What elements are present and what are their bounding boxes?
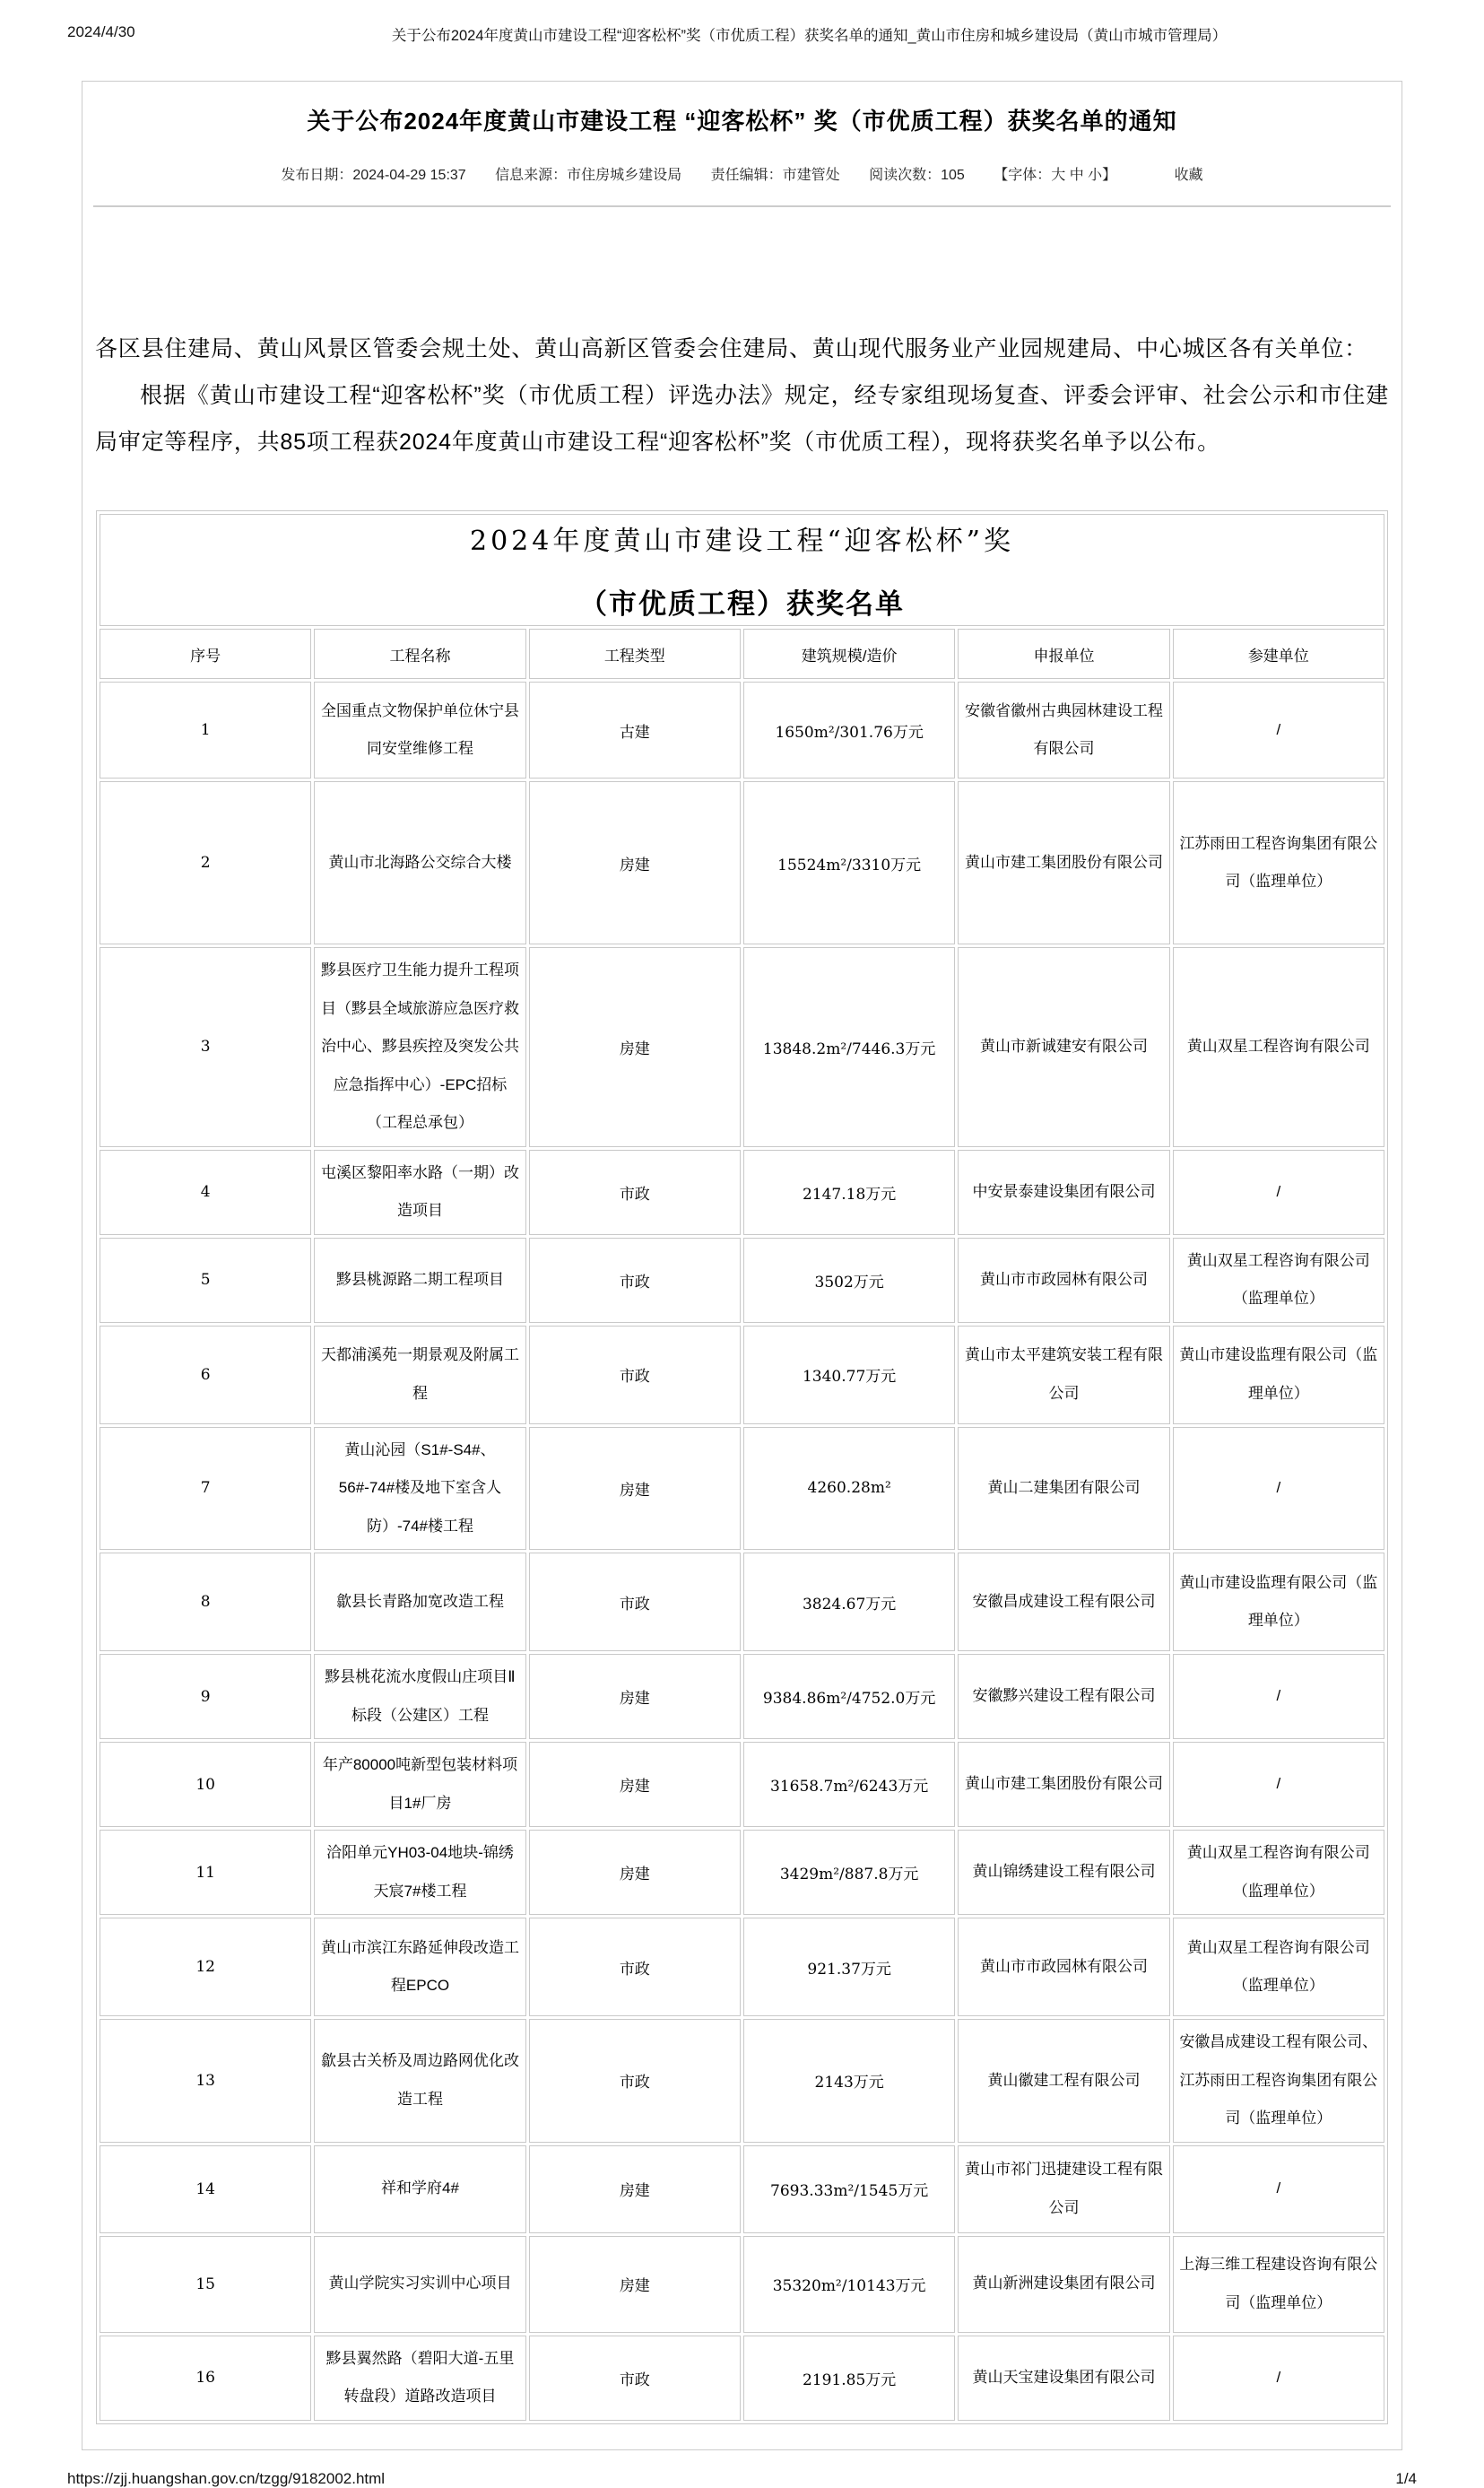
cell-participant: 黄山市建设监理有限公司（监理单位） xyxy=(1173,1326,1384,1424)
cell-applicant: 黄山锦绣建设工程有限公司 xyxy=(958,1830,1169,1915)
cell-participant: / xyxy=(1173,2145,1384,2233)
table-row xyxy=(100,947,1384,1147)
cell-participant: / xyxy=(1173,1427,1384,1551)
cell-no: 8 xyxy=(100,1553,311,1651)
cell-name: 黄山沁园（S1#-S4#、56#-74#楼及地下室含人防）-74#楼工程 xyxy=(314,1427,525,1551)
cell-type: 市政 xyxy=(529,1918,741,2016)
cell-participant: 黄山双星工程咨询有限公司（监理单位） xyxy=(1173,1918,1384,2016)
cell-participant: 黄山双星工程咨询有限公司（监理单位） xyxy=(1173,1830,1384,1915)
cell-participant: / xyxy=(1173,1742,1384,1827)
cell-applicant: 中安景泰建设集团有限公司 xyxy=(958,1150,1169,1235)
cell-name: 黄山市滨江东路延伸段改造工程EPCO xyxy=(314,1918,525,2016)
header-no: 序号 xyxy=(100,629,311,679)
cell-type: 市政 xyxy=(529,1326,741,1424)
cell-scale: 1650m²/301.76万元 xyxy=(743,682,955,779)
cell-scale: 2191.85万元 xyxy=(743,2336,955,2421)
cell-applicant: 黄山市太平建筑安装工程有限公司 xyxy=(958,1326,1169,1424)
article-title: 关于公布2024年度黄山市建设工程 “迎客松杯” 奖（市优质工程）获奖名单的通知 xyxy=(307,108,1177,135)
cell-name: 全国重点文物保护单位休宁县同安堂维修工程 xyxy=(314,682,525,779)
table-row xyxy=(100,781,1384,944)
cell-participant: / xyxy=(1173,1150,1384,1235)
cell-participant: 上海三维工程建设咨询有限公司（监理单位） xyxy=(1173,2236,1384,2333)
cell-name: 黟县医疗卫生能力提升工程项目（黟县全域旅游应急医疗救治中心、黟县疾控及突发公共应急指挥中心）-EPC招标（工程总承包） xyxy=(314,947,525,1147)
cell-no: 14 xyxy=(100,2145,311,2233)
header-applicant: 申报单位 xyxy=(958,629,1169,679)
table-title-line1: 2024年度黄山市建设工程“迎客松杯”奖 xyxy=(469,526,1015,557)
cell-applicant: 黄山市市政园林有限公司 xyxy=(958,1238,1169,1323)
cell-scale: 35320m²/10143万元 xyxy=(743,2236,955,2333)
cell-type: 房建 xyxy=(529,1742,741,1827)
cell-type: 市政 xyxy=(529,2336,741,2421)
table-row xyxy=(100,1150,1384,1235)
cell-applicant: 黄山市建工集团股份有限公司 xyxy=(958,781,1169,944)
table-row xyxy=(100,2145,1384,2233)
table-row xyxy=(100,682,1384,779)
cell-type: 市政 xyxy=(529,1150,741,1235)
cell-participant: / xyxy=(1173,1654,1384,1739)
footer-url: https://zjj.huangshan.gov.cn/tzgg/9182002.html xyxy=(67,2469,386,2487)
cell-type: 房建 xyxy=(529,947,741,1147)
cell-name: 歙县古关桥及周边路网优化改造工程 xyxy=(314,2019,525,2143)
cell-name: 黟县桃花流水度假山庄项目Ⅱ标段（公建区）工程 xyxy=(314,1654,525,1739)
info-source: 信息来源：市住房城乡建设局 xyxy=(495,168,682,183)
cell-no: 9 xyxy=(100,1654,311,1739)
cell-type: 市政 xyxy=(529,1553,741,1651)
cell-participant: / xyxy=(1173,682,1384,779)
publish-date: 发布日期：2024-04-29 15:37 xyxy=(281,168,466,183)
cell-participant: / xyxy=(1173,2336,1384,2421)
cell-applicant: 黄山市建工集团股份有限公司 xyxy=(958,1742,1169,1827)
table-title-cell xyxy=(100,514,1384,626)
cell-scale: 1340.77万元 xyxy=(743,1326,955,1424)
cell-type: 房建 xyxy=(529,1427,741,1551)
responsible-editor: 责任编辑：市建管处 xyxy=(710,168,840,183)
cell-scale: 921.37万元 xyxy=(743,1918,955,2016)
cell-type: 房建 xyxy=(529,2236,741,2333)
meta-divider xyxy=(93,205,1391,207)
cell-no: 15 xyxy=(100,2236,311,2333)
cell-type: 古建 xyxy=(529,682,741,779)
cell-name: 黄山市北海路公交综合大楼 xyxy=(314,781,525,944)
table-title-line2: （市优质工程）获奖名单 xyxy=(579,588,905,620)
table-row xyxy=(100,1654,1384,1739)
table-header-row xyxy=(100,629,1384,679)
cell-applicant: 安徽黟兴建设工程有限公司 xyxy=(958,1654,1169,1739)
cell-applicant: 黄山天宝建设集团有限公司 xyxy=(958,2336,1169,2421)
cell-no: 6 xyxy=(100,1326,311,1424)
cell-participant: 黄山市建设监理有限公司（监理单位） xyxy=(1173,1553,1384,1651)
cell-scale: 15524m²/3310万元 xyxy=(743,781,955,944)
read-count: 阅读次数：105 xyxy=(869,168,965,183)
cell-applicant: 黄山徽建工程有限公司 xyxy=(958,2019,1169,2143)
cell-participant: 黄山双星工程咨询有限公司（监理单位） xyxy=(1173,1238,1384,1323)
cell-scale: 2143万元 xyxy=(743,2019,955,2143)
cell-no: 12 xyxy=(100,1918,311,2016)
favorite-button[interactable]: 收藏 xyxy=(1174,168,1203,183)
article-panel xyxy=(82,81,1402,2450)
cell-applicant: 黄山新洲建设集团有限公司 xyxy=(958,2236,1169,2333)
cell-applicant: 安徽昌成建设工程有限公司 xyxy=(958,1553,1169,1651)
print-date: 2024/4/30 xyxy=(67,23,135,40)
cell-scale: 9384.86m²/4752.0万元 xyxy=(743,1654,955,1739)
cell-name: 屯溪区黎阳率水路（一期）改造项目 xyxy=(314,1150,525,1235)
table-row xyxy=(100,1742,1384,1827)
cell-scale: 3502万元 xyxy=(743,1238,955,1323)
cell-applicant: 黄山市新诚建安有限公司 xyxy=(958,947,1169,1147)
table-row xyxy=(100,2019,1384,2143)
cell-name: 天都浦溪苑一期景观及附属工程 xyxy=(314,1326,525,1424)
table-row xyxy=(100,1238,1384,1323)
header-type: 工程类型 xyxy=(529,629,741,679)
print-footer xyxy=(67,2470,1417,2488)
cell-applicant: 黄山市祁门迅捷建设工程有限公司 xyxy=(958,2145,1169,2233)
paragraph-announcement: 根据《黄山市建设工程“迎客松杯”奖（市优质工程）评选办法》规定，经专家组现场复查、评委会评审、社会公示和市住建局审定等程序，共85项工程获2024年度黄山市建设工程“迎客松杯”奖（市优质工程），现将获奖名单予以公布。 xyxy=(95,383,1389,455)
font-size-control[interactable]: 【字体：大 中 小】 xyxy=(994,168,1117,183)
cell-no: 13 xyxy=(100,2019,311,2143)
table-row xyxy=(100,2336,1384,2421)
cell-type: 市政 xyxy=(529,1238,741,1323)
cell-no: 10 xyxy=(100,1742,311,1827)
cell-scale: 7693.33m²/1545万元 xyxy=(743,2145,955,2233)
cell-scale: 3429m²/887.8万元 xyxy=(743,1830,955,1915)
cell-name: 洽阳单元YH03-04地块-锦绣天宸7#楼工程 xyxy=(314,1830,525,1915)
cell-no: 4 xyxy=(100,1150,311,1235)
cell-type: 房建 xyxy=(529,1830,741,1915)
cell-no: 2 xyxy=(100,781,311,944)
cell-no: 3 xyxy=(100,947,311,1147)
award-table xyxy=(96,510,1388,2424)
cell-applicant: 安徽省徽州古典园林建设工程有限公司 xyxy=(958,682,1169,779)
cell-scale: 13848.2m²/7446.3万元 xyxy=(743,947,955,1147)
cell-name: 歙县长青路加宽改造工程 xyxy=(314,1553,525,1651)
cell-no: 11 xyxy=(100,1830,311,1915)
cell-participant: 安徽昌成建设工程有限公司、江苏雨田工程咨询集团有限公司（监理单位） xyxy=(1173,2019,1384,2143)
cell-scale: 31658.7m²/6243万元 xyxy=(743,1742,955,1827)
cell-no: 16 xyxy=(100,2336,311,2421)
cell-applicant: 黄山二建集团有限公司 xyxy=(958,1427,1169,1551)
cell-scale: 3824.67万元 xyxy=(743,1553,955,1651)
cell-type: 房建 xyxy=(529,2145,741,2233)
table-row xyxy=(100,1918,1384,2016)
cell-no: 1 xyxy=(100,682,311,779)
table-row xyxy=(100,1553,1384,1651)
cell-name: 黟县翼然路（碧阳大道-五里转盘段）道路改造项目 xyxy=(314,2336,525,2421)
cell-no: 5 xyxy=(100,1238,311,1323)
table-title-row xyxy=(100,514,1384,626)
table-row xyxy=(100,2236,1384,2333)
cell-type: 房建 xyxy=(529,1654,741,1739)
cell-participant: 江苏雨田工程咨询集团有限公司（监理单位） xyxy=(1173,781,1384,944)
cell-scale: 2147.18万元 xyxy=(743,1150,955,1235)
cell-name: 年产80000吨新型包装材料项目1#厂房 xyxy=(314,1742,525,1827)
table-row xyxy=(100,1427,1384,1551)
cell-type: 房建 xyxy=(529,781,741,944)
cell-participant: 黄山双星工程咨询有限公司 xyxy=(1173,947,1384,1147)
print-header xyxy=(67,23,1417,45)
header-name: 工程名称 xyxy=(314,629,525,679)
cell-name: 黄山学院实习实训中心项目 xyxy=(314,2236,525,2333)
cell-type: 市政 xyxy=(529,2019,741,2143)
cell-applicant: 黄山市市政园林有限公司 xyxy=(958,1918,1169,2016)
table-row xyxy=(100,1830,1384,1915)
cell-scale: 4260.28m² xyxy=(743,1427,955,1551)
article-body xyxy=(93,326,1391,465)
header-participant: 参建单位 xyxy=(1173,629,1384,679)
table-row xyxy=(100,1326,1384,1424)
cell-name: 祥和学府4# xyxy=(314,2145,525,2233)
header-scale: 建筑规模/造价 xyxy=(743,629,955,679)
paragraph-addressees: 各区县住建局、黄山风景区管委会规土处、黄山高新区管委会住建局、黄山现代服务业产业园规建局、中心城区各有关单位： xyxy=(95,336,1368,361)
cell-name: 黟县桃源路二期工程项目 xyxy=(314,1238,525,1323)
cell-no: 7 xyxy=(100,1427,311,1551)
print-page-title: 关于公布2024年度黄山市建设工程“迎客松杯”奖（市优质工程）获奖名单的通知_黄山市住房和城乡建设局（黄山市城市管理局） xyxy=(391,28,1228,44)
article-meta xyxy=(93,163,1391,184)
footer-page-number: 1/4 xyxy=(1395,2469,1417,2487)
